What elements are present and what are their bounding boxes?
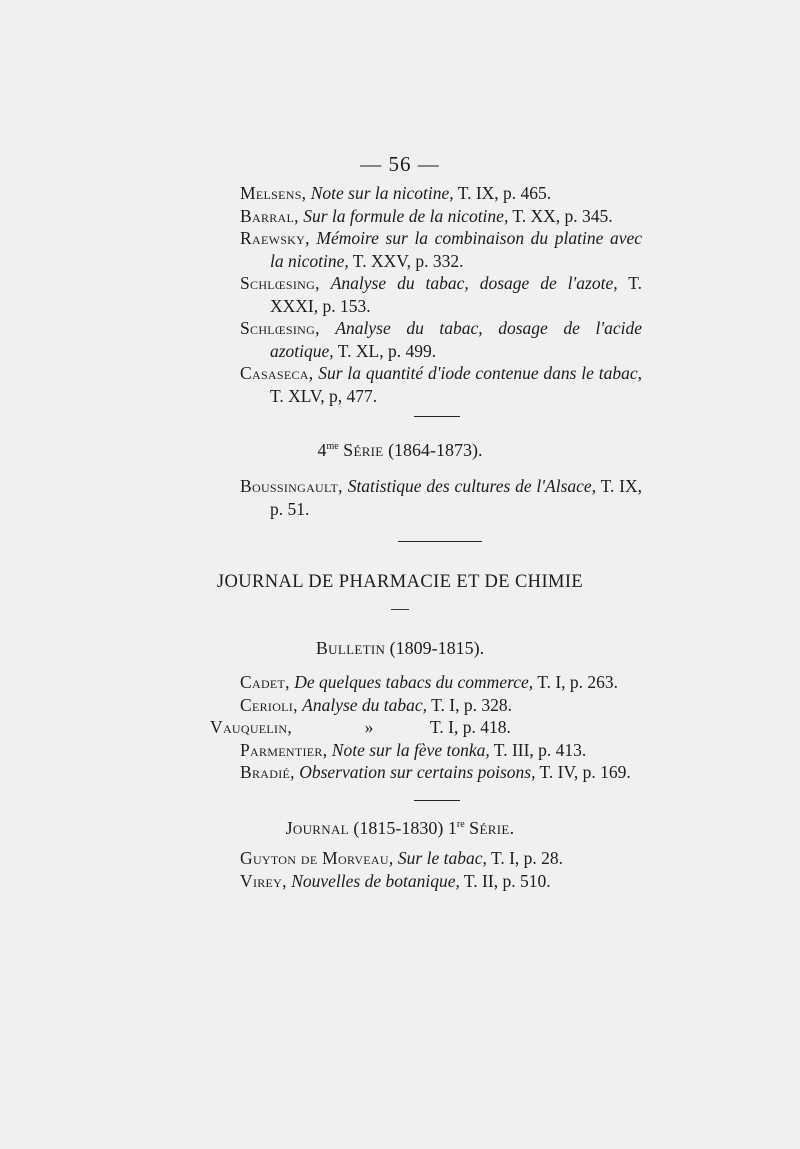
entry-bradie bbox=[240, 761, 642, 784]
entry-author: Cadet, bbox=[240, 672, 290, 692]
entry-ref: T. I, p. 28. bbox=[490, 848, 564, 868]
section-3-entries bbox=[210, 671, 642, 784]
entry-guyton bbox=[240, 847, 642, 870]
entry-author: Vauquelin, bbox=[210, 717, 292, 737]
entry-ref: T. XX, p. 345. bbox=[512, 205, 613, 226]
entry-schloesing-2 bbox=[240, 317, 642, 362]
entry-author: Boussingault, bbox=[240, 476, 343, 496]
entry-ref: T. I, p. 263. bbox=[537, 672, 619, 692]
entry-title: Sur la quantité d'iode contenue dans le tabac, bbox=[318, 363, 643, 383]
entry-ref: T. II, p. 510. bbox=[463, 870, 551, 891]
separator-rule bbox=[414, 416, 460, 417]
section-3-heading bbox=[0, 638, 800, 659]
heading-word: Bulletin bbox=[315, 638, 386, 658]
entry-schloesing-1 bbox=[240, 272, 642, 317]
entry-author: Schlœsing, bbox=[240, 318, 320, 338]
entry-title: Observation sur certains poisons, bbox=[299, 762, 536, 782]
entry-author: Melsens, bbox=[240, 183, 307, 203]
entry-casaseca bbox=[240, 362, 642, 407]
heading-years: (1864-1873). bbox=[388, 440, 483, 460]
entry-raewsky bbox=[240, 227, 642, 272]
entry-title: Statistique des cultures de l'Alsace, bbox=[347, 476, 597, 496]
entry-author: Virey, bbox=[240, 870, 287, 891]
section-2-entries bbox=[240, 475, 642, 520]
entry-title: Nouvelles de botanique, bbox=[291, 870, 460, 891]
entry-ref: T. I, p. 418. bbox=[430, 717, 511, 737]
entry-title: Note sur la nicotine, bbox=[310, 183, 454, 203]
ditto-mark: » bbox=[364, 717, 374, 737]
entry-ref: T. IV, p. 169. bbox=[539, 762, 631, 782]
entry-title: Note sur la fève tonka, bbox=[331, 739, 490, 760]
entry-title: Sur le tabac, bbox=[397, 848, 487, 868]
journal-dash: — bbox=[391, 598, 409, 618]
entry-author: Barral, bbox=[240, 205, 299, 226]
page-number: — 56 — bbox=[360, 152, 440, 176]
entry-author: Raewsky, bbox=[240, 228, 310, 248]
entry-ref: T. XXV, p. 332. bbox=[352, 250, 464, 271]
section-1-entries bbox=[240, 182, 642, 407]
entry-ref: T. XXXI, p. 153. bbox=[270, 273, 643, 316]
entry-author: Schlœsing, bbox=[240, 273, 320, 293]
entry-title: Sur la formule de la nicotine, bbox=[303, 205, 509, 226]
entry-author: Bradié, bbox=[240, 762, 295, 782]
entry-ref: T. XL, p. 499. bbox=[337, 340, 437, 361]
entry-parmentier bbox=[240, 739, 642, 762]
entry-author: Parmentier, bbox=[240, 739, 328, 760]
heading-word: Série bbox=[343, 440, 384, 460]
entry-virey bbox=[240, 870, 642, 893]
journal-title: JOURNAL DE PHARMACIE ET DE CHIMIE bbox=[216, 572, 584, 592]
entry-title: Analyse du tabac, dosage de l'acide azotique, bbox=[270, 318, 642, 361]
entry-vauquelin bbox=[210, 716, 642, 739]
entry-author: Casaseca, bbox=[240, 363, 314, 383]
entry-barral bbox=[240, 205, 642, 228]
entry-cerioli bbox=[240, 694, 642, 717]
separator-rule bbox=[414, 800, 460, 801]
entry-ref: T. IX, p. 465. bbox=[457, 183, 552, 203]
section-4-heading bbox=[0, 818, 800, 839]
heading-serie: Série. bbox=[469, 818, 515, 838]
entry-ref: T. I, p. 328. bbox=[431, 694, 512, 715]
entry-author: Guyton de Morveau, bbox=[240, 848, 394, 868]
heading-word: Journal bbox=[285, 818, 349, 838]
heading-superscript: re bbox=[456, 819, 465, 830]
heading-years: (1809-1815). bbox=[389, 638, 485, 658]
entry-title: Analyse du tabac, bbox=[302, 694, 428, 715]
section-2-heading bbox=[0, 440, 800, 461]
entry-boussingault bbox=[240, 475, 642, 520]
entry-title: Analyse du tabac, dosage de l'azote, bbox=[330, 273, 618, 293]
entry-ref: T. IX, p. 51. bbox=[270, 476, 643, 519]
heading-superscript: me bbox=[326, 441, 339, 452]
entry-cadet bbox=[240, 671, 642, 694]
entry-title: Mémoire sur la combinaison du platine avec la nicotine, bbox=[270, 228, 642, 271]
entry-author: Cerioli, bbox=[240, 694, 298, 715]
entry-melsens bbox=[240, 182, 642, 205]
heading-number: 4 bbox=[317, 440, 327, 460]
heading-years: (1815-1830) 1 bbox=[353, 818, 457, 838]
separator-rule bbox=[398, 541, 482, 542]
entry-ref: T. XLV, p, 477. bbox=[270, 385, 378, 406]
section-4-entries bbox=[240, 847, 642, 892]
entry-title: De quelques tabacs du commerce, bbox=[294, 672, 534, 692]
entry-ref: T. III, p. 413. bbox=[493, 739, 587, 760]
